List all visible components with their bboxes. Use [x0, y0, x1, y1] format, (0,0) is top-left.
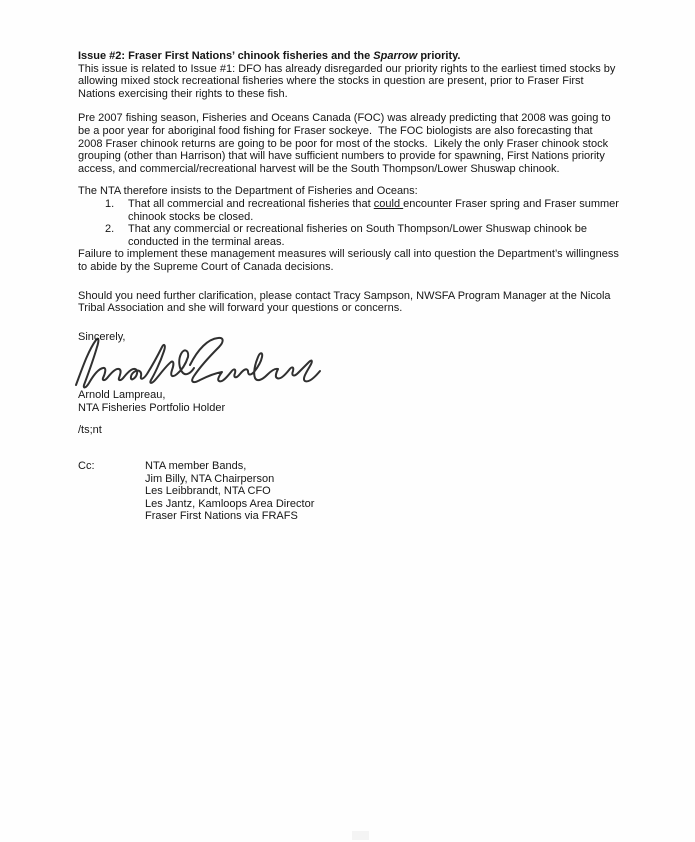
paragraph-demands-close: Failure to implement these management measures will seriously call into question the Department’s willingness to abide by the Supreme Court of Canada decisions.: [78, 248, 622, 273]
signatory-name: Arnold Lampreau,: [78, 389, 166, 402]
spacer: [78, 175, 619, 185]
cc-recipient-list: [145, 460, 314, 523]
salutation: Sincerely,: [78, 330, 126, 343]
scan-artifact-mark: [352, 831, 369, 840]
paragraph-contact: Should you need further clarification, please contact Tracy Sampson, NWSFA Program Manager at the Nicola Tribal Association and she will forward your questions or concerns.: [78, 289, 614, 315]
handwritten-signature: [72, 335, 322, 395]
paragraph-forecast: Pre 2007 fishing season, Fisheries and Oceans Canada (FOC) was already predicting that 2008 was going to be a poor year for aboriginal food fishing for Fraser sockeye. The FOC biologists are also forecasting that 2008 Fraser chinook returns are going to be poor for most of the stocks. Likely the only Fraser chinook stock grouping (other than Harrison) that will have sufficient numbers to provide for spawning, First Nations priority access, and commercial/recreational harvest will be the South Thompson/Lower Shuswap chinook.: [78, 112, 614, 175]
typist-initials: /ts;nt: [78, 424, 102, 437]
paragraph-issue-relation: This issue is related to Issue #1: DFO has already disregarded our priority rights to the earliest timed stocks by allowing mixed stock recreational fisheries where the stocks in question are present, prior to Fraser First Nations exercising their rights to these fish.: [78, 62, 619, 100]
letter-content: [78, 50, 623, 523]
demand-1-after: encounter Fraser spring and Fraser summer chinook stocks be closed.: [128, 197, 623, 223]
spacer: [78, 100, 619, 112]
cc-recipient: Les Leibbrandt, NTA CFO: [145, 485, 271, 498]
spacer: [78, 274, 619, 290]
paragraph-demands-intro: The NTA therefore insists to the Department of Fisheries and Oceans:: [78, 185, 418, 198]
cc-recipient: NTA member Bands,: [145, 460, 247, 473]
heading-suffix: priority.: [417, 50, 461, 62]
demand-item-1-text: [128, 197, 623, 223]
heading-case-name: Sparrow: [373, 50, 418, 62]
list-number: 1.: [105, 197, 115, 210]
heading-prefix: Issue #2: Fraser First Nations’ chinook fisheries and the: [78, 50, 374, 62]
spacer: [78, 414, 619, 424]
cc-label: Cc:: [78, 460, 95, 473]
cc-block: [78, 460, 619, 523]
spacer: [78, 437, 619, 460]
letter-heading: [78, 50, 619, 63]
demand-item-1: [78, 197, 623, 223]
demand-item-2: [78, 223, 619, 248]
cc-recipient: Fraser First Nations via FRAFS: [145, 510, 298, 523]
signature-area: [78, 343, 619, 389]
demand-1-before: That all commercial and recreational fisheries that: [128, 197, 374, 210]
demand-item-2-text: That any commercial or recreational fisheries on South Thompson/Lower Shuswap chinook be conducted in the terminal areas.: [128, 223, 591, 248]
spacer: [78, 315, 619, 331]
signatory-title: NTA Fisheries Portfolio Holder: [78, 401, 226, 414]
list-number: 2.: [105, 223, 115, 236]
demand-1-underlined-word: could: [373, 197, 404, 210]
cc-recipient: Les Jantz, Kamloops Area Director: [145, 497, 315, 510]
cc-recipient: Jim Billy, NTA Chairperson: [145, 472, 275, 485]
